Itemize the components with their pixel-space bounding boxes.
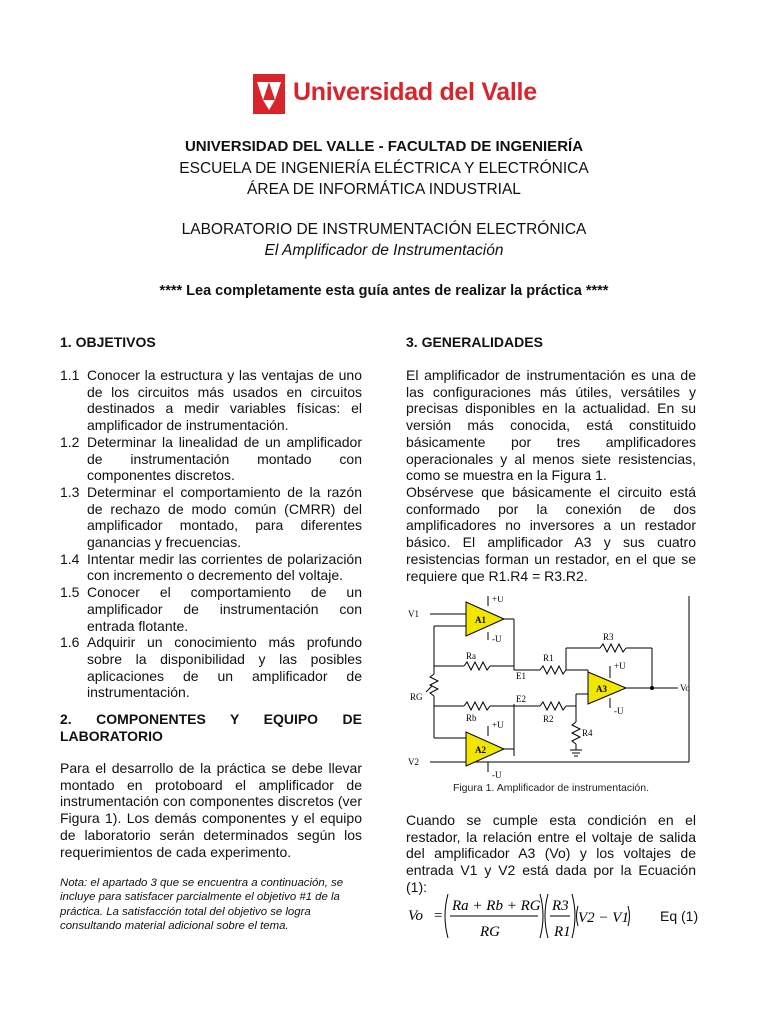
objective-item: 1.5 Conocer el comportamiento de un amplificador de instrumentación con entrada flotante.: [60, 584, 362, 634]
eq-r-numerator: R3: [552, 898, 569, 914]
label-a2: A2: [475, 745, 486, 755]
label-a3-plus: +U: [614, 661, 626, 671]
label-a3: A3: [596, 684, 607, 694]
label-ra: Ra: [466, 651, 476, 661]
objective-item: 1.2 Determinar la linealidad de un amplificador de instrumentación montado con componentes discretos.: [60, 433, 362, 484]
equation-label: Eq (1): [660, 908, 699, 924]
logo-text: Universidad del Valle: [293, 78, 537, 106]
objective-item: 1.4 Intentar medir las corrientes de polarización con incremento o decremento del voltaje.: [60, 550, 362, 584]
label-r1: R1: [543, 653, 554, 663]
label-e1: E1: [516, 671, 526, 681]
eq-r-denominator: R1: [554, 924, 571, 940]
label-v1: V1: [408, 609, 419, 619]
objectives-heading: 1. OBJETIVOS: [60, 334, 156, 350]
equation-1: [406, 888, 646, 944]
note-paragraph: Nota: el apartado 3 que se encuentra a continuación, se incluye para satisfacer parcialmente el objetivo #1 de la práctica. La satisfacción total del objetivo se logra consultando material adicional sobre el tema.: [60, 877, 344, 933]
label-v2: V2: [408, 757, 419, 767]
header-faculty: UNIVERSIDAD DEL VALLE - FACULTAD DE INGENIERÍA: [184, 138, 584, 155]
components-heading: 2. COMPONENTES Y EQUIPO DE LABORATORIO: [60, 711, 362, 744]
label-a1-plus: +U: [492, 596, 504, 604]
figure-caption: Figura 1. Amplificador de instrumentación.: [452, 782, 650, 794]
generalities-heading: 3. GENERALIDADES: [406, 334, 543, 350]
eq-difference: V2 − V1: [578, 910, 629, 926]
eq-lhs: Vo: [408, 908, 423, 924]
label-a1-minus: -U: [492, 634, 502, 644]
label-r2: R2: [543, 714, 554, 724]
header-school: ESCUELA DE INGENIERÍA ELÉCTRICA Y ELECTRÓNICA: [179, 160, 589, 177]
lab-title: LABORATORIO DE INSTRUMENTACIÓN ELECTRÓNICA: [181, 221, 587, 238]
objective-item: 1.1 Conocer la estructura y las ventajas de uno de los circuitos más usados en circuitos destinados a medir variables físicas: el amplificador de instrumentación.: [60, 367, 362, 434]
university-logo: [253, 72, 537, 120]
label-rb: Rb: [466, 713, 477, 723]
label-vo: Vo: [680, 683, 690, 693]
generalities-paragraph-3: Cuando se cumple esta condición en el restador, la relación entre el voltaje de salida del amplificador A3 (Vo) y los voltajes de entrada V1 y V2 está dada por la Ecuación (1):: [406, 812, 696, 895]
label-r3: R3: [603, 632, 614, 642]
header-area: ÁREA DE INFORMÁTICA INDUSTRIAL: [247, 181, 521, 198]
label-r4: R4: [582, 728, 593, 738]
eq-numerator: Ra + Rb + RG: [452, 898, 541, 914]
logo-mark-icon: [253, 74, 285, 114]
components-paragraph: Para el desarrollo de la práctica se debe llevar montado en protoboard el amplificador de instrumentación con componentes discretos (ver Figura 1). Los demás componentes y el equipo de laboratorio serán determinados según los requerimientos de cada experimento.: [60, 760, 362, 860]
label-a2-minus: -U: [492, 770, 502, 780]
instrumentation-amplifier-circuit: [404, 596, 700, 780]
lab-subtitle: El Amplificador de Instrumentación: [264, 242, 504, 259]
eq-denominator: RG: [480, 924, 500, 940]
label-rg: RG: [410, 692, 423, 702]
objectives-list: [60, 367, 362, 701]
label-a3-minus: -U: [614, 706, 624, 716]
label-a2-plus: +U: [492, 720, 504, 730]
objective-item: 1.3 Determinar el comportamiento de la razón de rechazo de modo común (CMRR) del amplificador montado, para diferentes ganancias y frecuencias.: [60, 483, 362, 551]
objective-item: 1.6 Adquirir un conocimiento más profundo sobre la disponibilidad y las posibles aplicaciones de un amplificador de instrumentación.: [60, 634, 362, 701]
label-a1: A1: [475, 615, 486, 625]
generalities-paragraph-1: El amplificador de instrumentación es una de las configuraciones más útiles, versátiles y precisas disponibles en la actualidad. En su versión más conocida, está constituido básicamente por tres amplificadores operacionales y al menos siete resistencias, como se muestra en la Figura 1.: [406, 367, 696, 484]
warning-notice: **** Lea completamente esta guía antes de realizar la práctica ****: [159, 283, 609, 299]
eq-equals: =: [434, 908, 443, 924]
generalities-paragraph-2: Obsérvese que básicamente el circuito está conformado por la conexión de dos amplificadores no inversores a un restador básico. El amplificador A3 y sus cuatro resistencias forman un restador, en el que se requiere que R1.R4 = R3.R2.: [406, 484, 696, 584]
label-e2: E2: [516, 694, 526, 704]
